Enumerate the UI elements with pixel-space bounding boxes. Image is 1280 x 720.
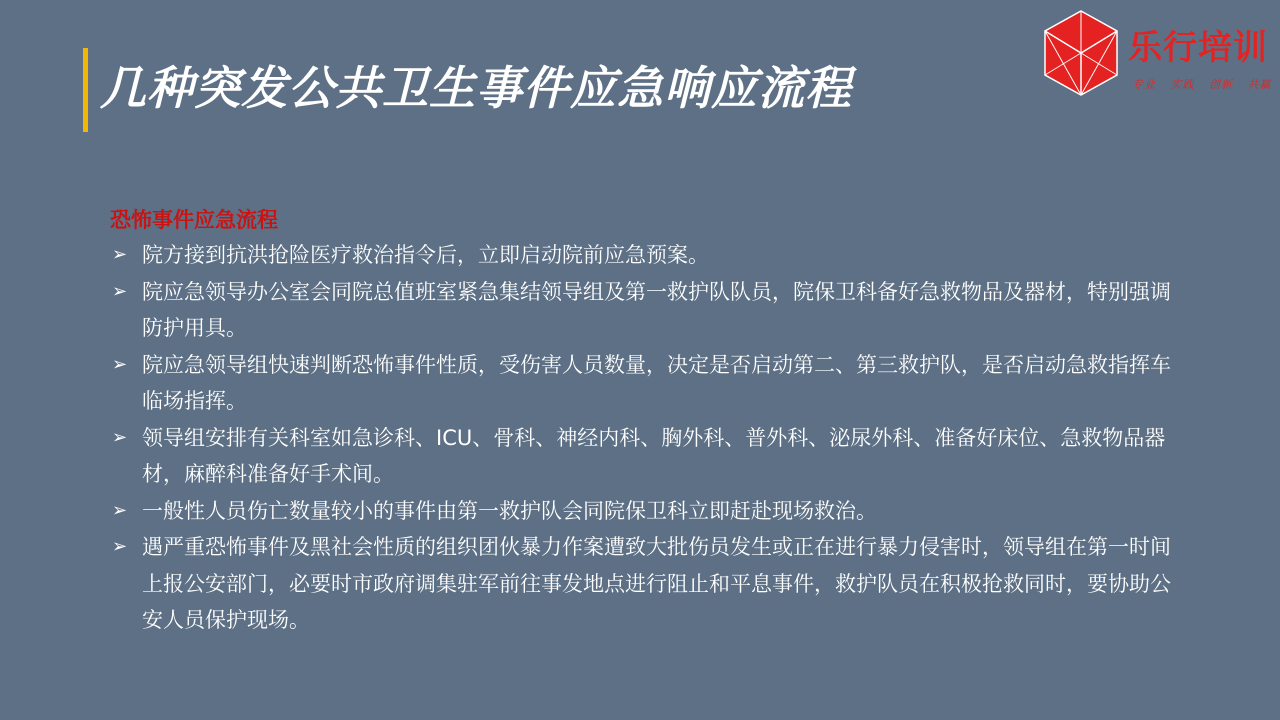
list-item <box>110 529 1190 639</box>
list-item <box>110 420 1190 493</box>
bullet-arrow-icon: ➢ <box>112 280 128 302</box>
list-item <box>110 493 1190 530</box>
list-item <box>110 237 1190 274</box>
bullet-arrow-icon: ➢ <box>112 536 128 557</box>
content-body <box>110 203 1190 639</box>
list-item <box>110 274 1190 347</box>
list-item-text: 一般性人员伤亡数量较小的事件由第一救护队会同院保卫科立即赶赴现场救治。 <box>142 498 877 523</box>
logo-tagline: 专业 实践 创新 共赢 <box>1132 78 1272 91</box>
cube-logo-icon <box>1040 8 1122 98</box>
bullet-list <box>110 237 1190 639</box>
bullet-arrow-icon: ➢ <box>112 426 128 448</box>
slide-title: 几种突发公共卫生事件应急响应流程 <box>100 61 852 115</box>
list-item-text: 院方接到抗洪抢险医疗救治指令后，立即启动院前应急预案。 <box>142 243 709 267</box>
brand-logo <box>1040 6 1270 96</box>
section-title: 恐怖事件应急流程 <box>110 208 278 232</box>
bullet-arrow-icon: ➢ <box>112 353 128 375</box>
list-item <box>110 347 1190 420</box>
list-item-text: 遇严重恐怖事件及黑社会性质的组织团伙暴力作案遭致大批伤员发生或正在进行暴力侵害时，领导组在第一时间上报公安部门，必要时市政府调集驻军前往事发地点进行阻止和平息事件，救护队员在积极抢救同时，要协助公安人员保护现场。 <box>142 535 1171 632</box>
list-item-text: 领导组安排有关科室如急诊科、ICU、骨科、神经内科、胸外科、普外科、泌尿外科、准备好床位、急救物品器材，麻醉科准备好手术间。 <box>142 425 1166 486</box>
bullet-arrow-icon: ➢ <box>112 499 128 521</box>
list-item-text: 院应急领导办公室会同院总值班室紧急集结领导组及第一救护队队员，院保卫科备好急救物品及器材，特别强调防护用具。 <box>142 279 1171 340</box>
bullet-arrow-icon: ➢ <box>112 244 128 265</box>
logo-name: 乐行培训 <box>1128 28 1268 68</box>
list-item-text: 院应急领导组快速判断恐怖事件性质，受伤害人员数量，决定是否启动第二、第三救护队，是否启动急救指挥车临场指挥。 <box>142 352 1171 413</box>
title-accent-bar <box>83 48 88 132</box>
